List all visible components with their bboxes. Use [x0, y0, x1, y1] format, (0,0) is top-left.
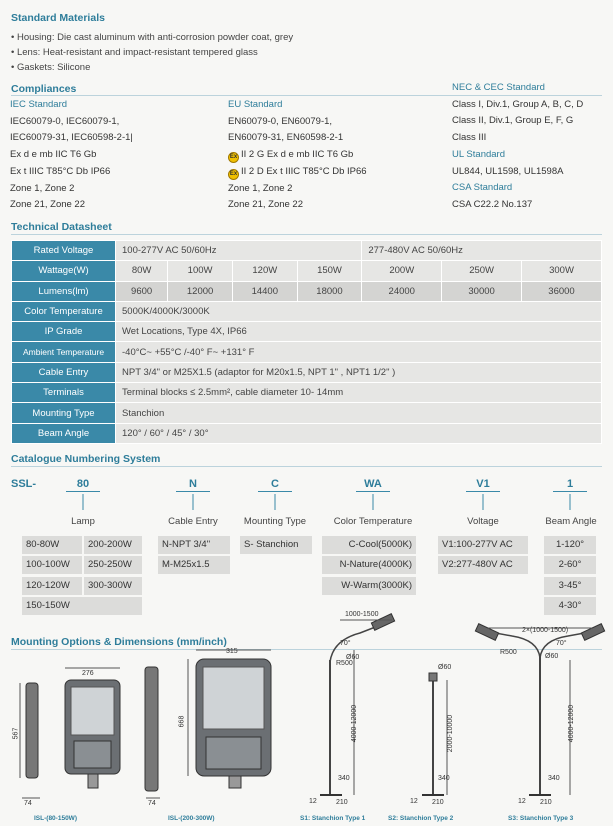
code-cable: N: [176, 478, 210, 492]
lumens-cell: 9600: [116, 281, 168, 301]
beam-angle-label: Beam Angle: [12, 423, 116, 443]
lumens-cell: 30000: [442, 281, 522, 301]
ip-grade-label: IP Grade: [12, 322, 116, 342]
s3-diameter-dim: Ø60: [545, 653, 559, 660]
lumens-cell: 18000: [297, 281, 362, 301]
lamp-option: 300-300W: [84, 577, 142, 595]
cable-option: N-NPT 3/4": [158, 536, 230, 554]
code-mounting: C: [258, 478, 292, 492]
s2-base-dim: 340: [438, 775, 450, 782]
mounting-label: Mounting Type: [243, 516, 307, 527]
s1-height-dim: 4000-12000: [351, 704, 359, 743]
dim-width-2: 315: [226, 648, 238, 655]
s1-base-dim: 340: [338, 775, 350, 782]
s1-t-dim: 12: [309, 798, 317, 805]
iec-line-1: IEC60079-0, IEC60079-1,: [10, 115, 120, 127]
beam-option: 4-30°: [544, 597, 596, 615]
s1-arm-dim: 70°: [340, 640, 351, 647]
wattage-cell: 80W: [116, 261, 168, 281]
lamp-option: 150-150W: [22, 597, 142, 615]
caption-stanchion-1: S1: Stanchion Type 1: [300, 815, 366, 822]
catalogue-heading: Catalogue Numbering System: [11, 453, 161, 465]
ex-mark-icon: Ex: [228, 169, 239, 180]
ambient-label: Ambient Temperature: [12, 342, 116, 362]
voltage-option: V2:277-480V AC: [438, 556, 528, 574]
ip-grade-value: Wet Locations, Type 4X, IP66: [116, 322, 602, 342]
caption-luminaire-large: ISL-(200-300W): [168, 815, 215, 822]
mounting-type-value: Stanchion: [116, 403, 602, 423]
s3-top-dim: 2×(1000-1500): [522, 627, 569, 634]
mounting-type-label: Mounting Type: [12, 403, 116, 423]
eu-line-5: Zone 1, Zone 2: [228, 182, 293, 194]
eu-line-1: EN60079-0, EN60079-1,: [228, 115, 333, 127]
cable-label: Cable Entry: [168, 516, 218, 527]
lumens-cell: 12000: [168, 281, 233, 301]
lamp-label: Lamp: [71, 516, 95, 527]
lumens-cell: 24000: [362, 281, 442, 301]
mounting-option: S- Stanchion: [240, 536, 312, 554]
csa-line: CSA C22.2 No.137: [452, 198, 533, 210]
wattage-cell: 120W: [232, 261, 297, 281]
wattage-cell: 200W: [362, 261, 442, 281]
ambient-value: -40°C~ +55°C /-40° F~ +131° F: [116, 342, 602, 362]
iec-line-4: Ex t IIIC T85°C Db IP66: [10, 165, 111, 177]
lamp-option: 80-80W: [22, 536, 82, 554]
s2-height-dim: 2000-10000: [447, 714, 455, 753]
s1-top-dim: 1000-1500: [345, 611, 379, 618]
color-temp-label: Color Temperature: [12, 301, 116, 321]
ex-mark-icon: Ex: [228, 152, 239, 163]
s1-radius-dim: R500: [336, 660, 353, 667]
mounting-heading: Mounting Options & Dimensions (mm/inch): [11, 636, 227, 648]
dim-depth-2: 74: [148, 800, 156, 807]
compliances-heading: Compliances: [11, 83, 77, 95]
code-lamp: 80: [66, 478, 100, 492]
cable-entry-value: NPT 3/4" or M25X1.5 (adaptor for M20x1.5, NPT 1" , NPT1 1/2" ): [116, 362, 602, 382]
nec-heading: NEC & CEC Standard: [452, 82, 545, 93]
luminaire-large-drawing: [145, 650, 271, 798]
ul-heading: UL Standard: [452, 148, 505, 160]
eu-line-3: Ex II 2 G Ex d e mb IIC T6 Gb: [228, 147, 367, 164]
lamp-option: 250-250W: [84, 556, 142, 574]
s1-b-dim: 210: [336, 799, 348, 806]
s3-arm-dim: 70°: [556, 640, 567, 647]
beam-label: Beam Angle: [545, 516, 597, 527]
lamp-option: 100-100W: [22, 556, 82, 574]
eu-line-2: EN60079-31, EN60598-2-1: [228, 132, 344, 144]
beam-option: 2-60°: [544, 556, 596, 574]
catalogue-prefix: SSL-: [11, 478, 37, 490]
eu-line-4: Ex II 2 D Ex t IIIC T85°C Db IP66: [228, 164, 367, 181]
s3-radius-dim: R500: [500, 649, 517, 656]
s2-b-dim: 210: [432, 799, 444, 806]
lumens-label: Lumens(lm): [12, 281, 116, 301]
stanchion-type3-drawing: [475, 624, 604, 795]
eu-line-6: Zone 21, Zone 22: [228, 199, 303, 211]
wattage-label: Wattage(W): [12, 261, 116, 281]
csa-heading: CSA Standard: [452, 182, 513, 194]
lumens-cell: 14400: [232, 281, 297, 301]
color-temp-value: 5000K/4000K/3000K: [116, 301, 602, 321]
code-beam: 1: [553, 478, 587, 492]
cable-option: M-M25x1.5: [158, 556, 230, 574]
terminals-label: Terminals: [12, 383, 116, 403]
wattage-cell: 300W: [522, 261, 602, 281]
lamp-option: 200-200W: [84, 536, 142, 554]
lamp-option: 120-120W: [22, 577, 82, 595]
terminals-value: Terminal blocks ≤ 2.5mm², cable diameter 10- 14mm: [116, 383, 602, 403]
eu-heading: EU Standard: [228, 99, 283, 110]
dim-width-1: 276: [82, 670, 94, 677]
cable-entry-label: Cable Entry: [12, 362, 116, 382]
nec-line-2: Class II, Div.1, Group E, F, G: [452, 115, 574, 127]
beam-option: 3-45°: [544, 577, 596, 595]
color-option: W-Warm(3000K): [322, 577, 416, 595]
voltage-option: V1:100-277V AC: [438, 536, 528, 554]
wattage-cell: 100W: [168, 261, 233, 281]
nec-line-3: Class III: [452, 132, 487, 144]
caption-luminaire-small: ISL-(80-150W): [34, 815, 77, 822]
beam-angle-value: 120° / 60° / 45° / 30°: [116, 423, 602, 443]
luminaire-small-drawing: [20, 668, 120, 798]
material-housing: • Housing: Die cast aluminum with anti-corrosion powder coat, grey: [11, 32, 293, 43]
s3-base-dim: 340: [548, 775, 560, 782]
s3-height-dim: 4000-12000: [568, 704, 576, 743]
materials-heading: Standard Materials: [11, 12, 105, 24]
datasheet-heading: Technical Datasheet: [11, 221, 112, 233]
nec-line-1: Class I, Div.1, Group A, B, C, D: [452, 98, 584, 110]
rated-voltage-2: 277-480V AC 50/60Hz: [362, 241, 602, 261]
caption-stanchion-3: S3: Stanchion Type 3: [508, 815, 574, 822]
dim-height-2: 668: [178, 715, 186, 728]
ul-line: UL844, UL1598, UL1598A: [452, 165, 564, 177]
material-gaskets: • Gaskets: Silicone: [11, 62, 90, 73]
lumens-cell: 36000: [522, 281, 602, 301]
color-option: C-Cool(5000K): [322, 536, 416, 554]
code-voltage: V1: [466, 478, 500, 492]
iec-line-2: IEC60079-31, IEC60598-2-1|: [10, 132, 133, 144]
code-color: WA: [356, 478, 390, 492]
voltage-label: Voltage: [467, 516, 499, 527]
s2-t-dim: 12: [410, 798, 418, 805]
iec-heading: IEC Standard: [10, 99, 68, 110]
s3-t-dim: 12: [518, 798, 526, 805]
wattage-cell: 150W: [297, 261, 362, 281]
color-option: N-Nature(4000K): [322, 556, 416, 574]
rated-voltage-label: Rated Voltage: [12, 241, 116, 261]
iec-line-6: Zone 21, Zone 22: [10, 199, 85, 211]
iec-line-5: Zone 1, Zone 2: [10, 182, 75, 194]
wattage-cell: 250W: [442, 261, 522, 281]
iec-line-3: Ex d e mb IIC T6 Gb: [10, 149, 97, 161]
s1-diameter-dim: Ø60: [346, 654, 360, 661]
s2-diameter-dim: Ø60: [438, 664, 452, 671]
color-label: Color Temperature: [333, 516, 413, 527]
dim-depth-1: 74: [24, 800, 32, 807]
rated-voltage-1: 100-277V AC 50/60Hz: [116, 241, 362, 261]
caption-stanchion-2: S2: Stanchion Type 2: [388, 815, 454, 822]
dim-height-1: 567: [12, 727, 20, 740]
beam-option: 1-120°: [544, 536, 596, 554]
material-lens: • Lens: Heat-resistant and impact-resistant tempered glass: [11, 47, 258, 58]
s3-b-dim: 210: [540, 799, 552, 806]
